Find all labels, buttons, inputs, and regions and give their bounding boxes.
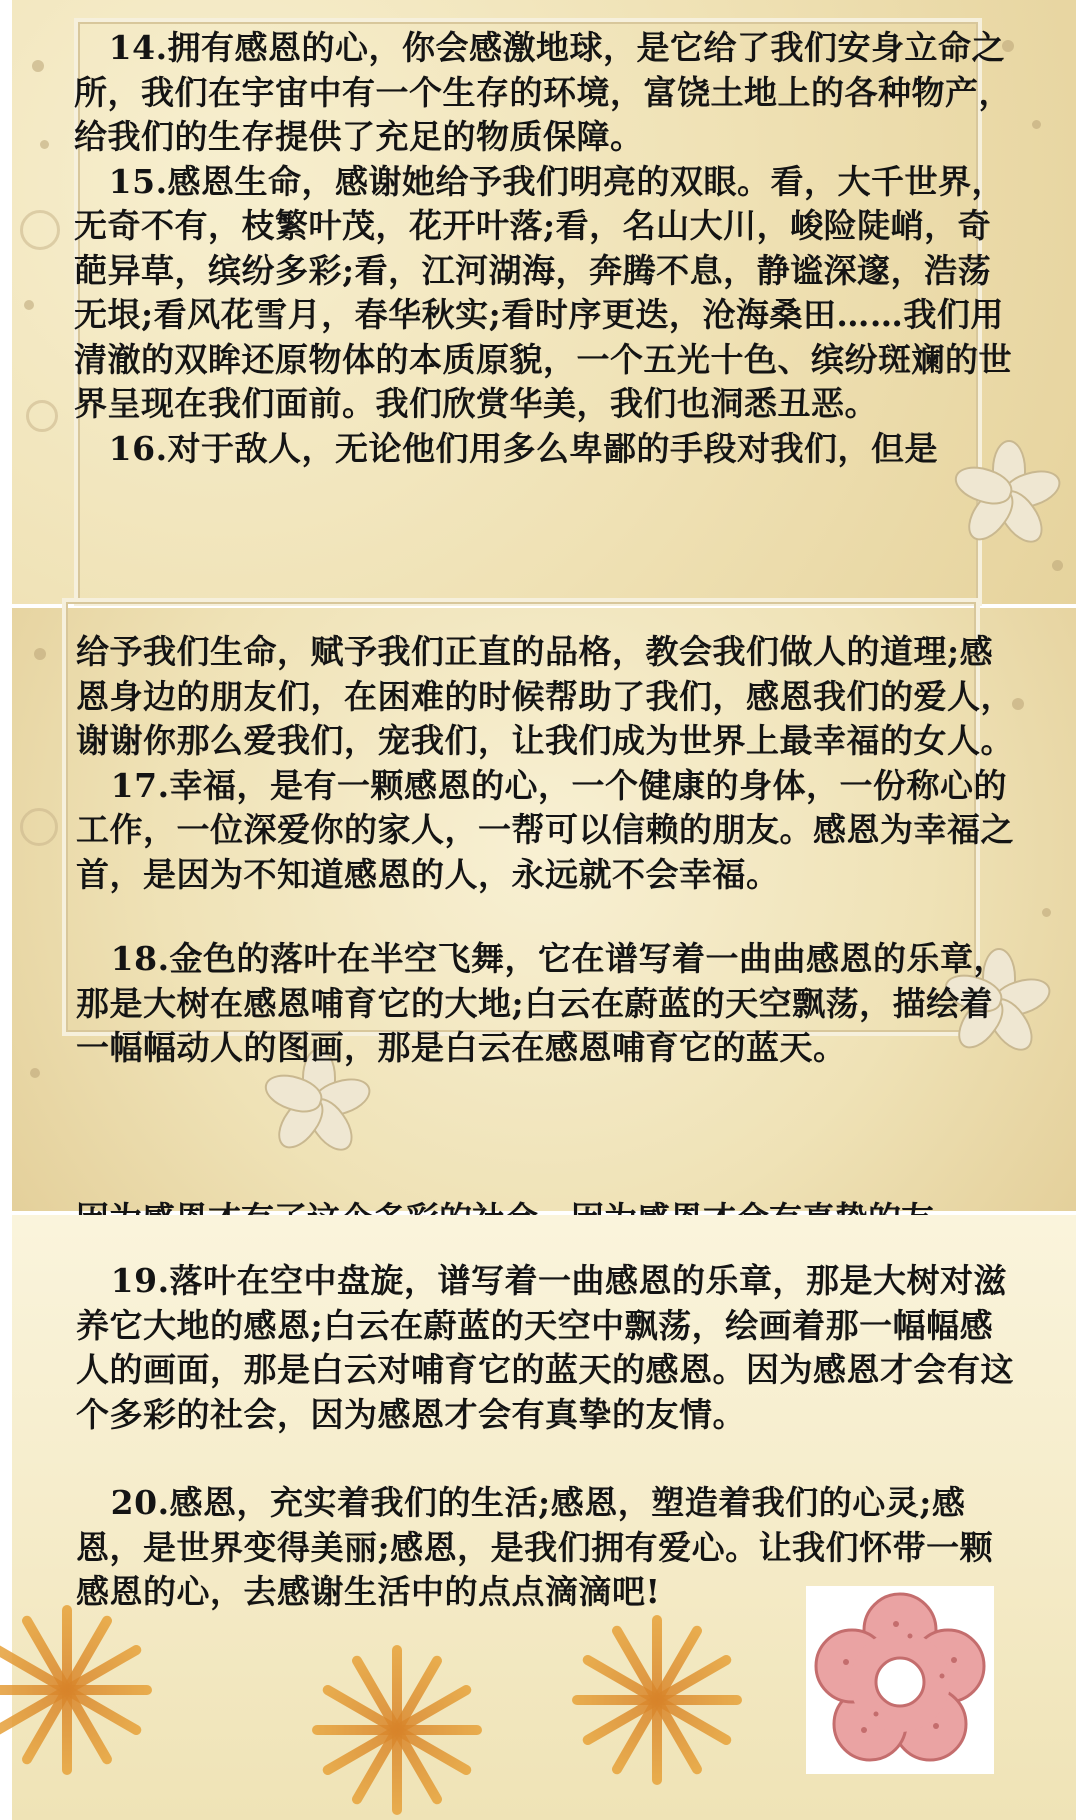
decorative-dot	[1032, 120, 1041, 129]
decorative-chrysanthemum	[572, 1615, 742, 1785]
decorative-ring	[20, 808, 58, 846]
decorative-dot	[1052, 560, 1063, 571]
decorative-dot	[34, 648, 46, 660]
decorative-dot	[1042, 908, 1051, 917]
decorative-ring	[26, 400, 58, 432]
decorative-chrysanthemum	[0, 1605, 152, 1775]
decorative-chrysanthemum	[312, 1645, 482, 1815]
paragraph-16: 16.对于敌人，无论他们用多么卑鄙的手段对我们，但是	[108, 428, 939, 468]
text-panel-2	[12, 608, 1076, 1211]
article-text	[76, 1259, 1021, 1615]
paragraph-17: 17.幸福，是有一颗感恩的心，一个健康的身体，一份称心的工作，一位深爱你的家人，一帮可以信赖的朋友。感恩为幸福之首，是因为不知道感恩的人，永远就不会幸福。	[76, 765, 1014, 894]
clipped-line	[76, 1197, 1016, 1215]
flower-sticker-icon	[806, 1586, 994, 1774]
decorative-dot	[32, 60, 44, 72]
paragraph-18: 18.金色的落叶在半空飞舞，它在谱写着一曲曲感恩的乐章，那是大树在感恩哺育它的大地;白云在蔚蓝的天空飘荡，描绘着一幅幅动人的图画，那是白云在感恩哺育它的蓝天。	[76, 939, 1008, 1067]
decorative-ring	[20, 210, 60, 250]
paragraph-16-continued: 给予我们生命，赋予我们正直的品格，教会我们做人的道理;感恩身边的朋友们，在困难的时候帮助了我们，感恩我们的爱人，谢谢你那么爱我们，宠我们，让我们成为世界上最幸福的女人。	[76, 632, 1014, 760]
decorative-dot	[40, 140, 49, 149]
decorative-dot	[30, 1068, 40, 1078]
paragraph-20: 20.感恩，充实着我们的生活;感恩，塑造着我们的心灵;感恩，是世界变得美丽;感恩，是我们拥有爱心。让我们怀带一颗感恩的心，去感谢生活中的点点滴滴吧!	[76, 1483, 994, 1611]
text-panel-1	[12, 0, 1076, 604]
paragraph-14: 14.拥有感恩的心，你会感激地球，是它给了我们安身立命之所，我们在宇宙中有一个生存的环境，富饶土地上的各种物产，给我们的生存提供了充足的物质保障。	[74, 28, 1012, 156]
paragraph-15: 15.感恩生命，感谢她给予我们明亮的双眼。看，大千世界，无奇不有，枝繁叶茂，花开叶落;看，名山大川，峻险陡峭，奇葩异草，缤纷多彩;看，江河湖海，奔腾不息，静谧深邃，浩荡无垠;看风花雪月，春华秋实;看时序更迭，沧海桑田……我们用清澈的双眸还原物体的本质原貌，一个五光十色、缤纷斑斓的世界呈现在我们面前。我们欣赏华美，我们也洞悉丑恶。	[74, 161, 1012, 423]
article-text	[74, 26, 1014, 471]
paragraph-19: 19.落叶在空中盘旋，谱写着一曲感恩的乐章，那是大树对滋养它大地的感恩;白云在蔚蓝的天空中飘荡，绘画着那一幅幅感人的画面，那是白云对哺育它的蓝天的感恩。因为感恩才会有这个多彩的社会，因为感恩才会有真挚的友情。	[76, 1261, 1014, 1434]
article-text	[76, 630, 1026, 1071]
decorative-dot	[24, 300, 34, 310]
flower-sticker-svg	[806, 1586, 994, 1774]
